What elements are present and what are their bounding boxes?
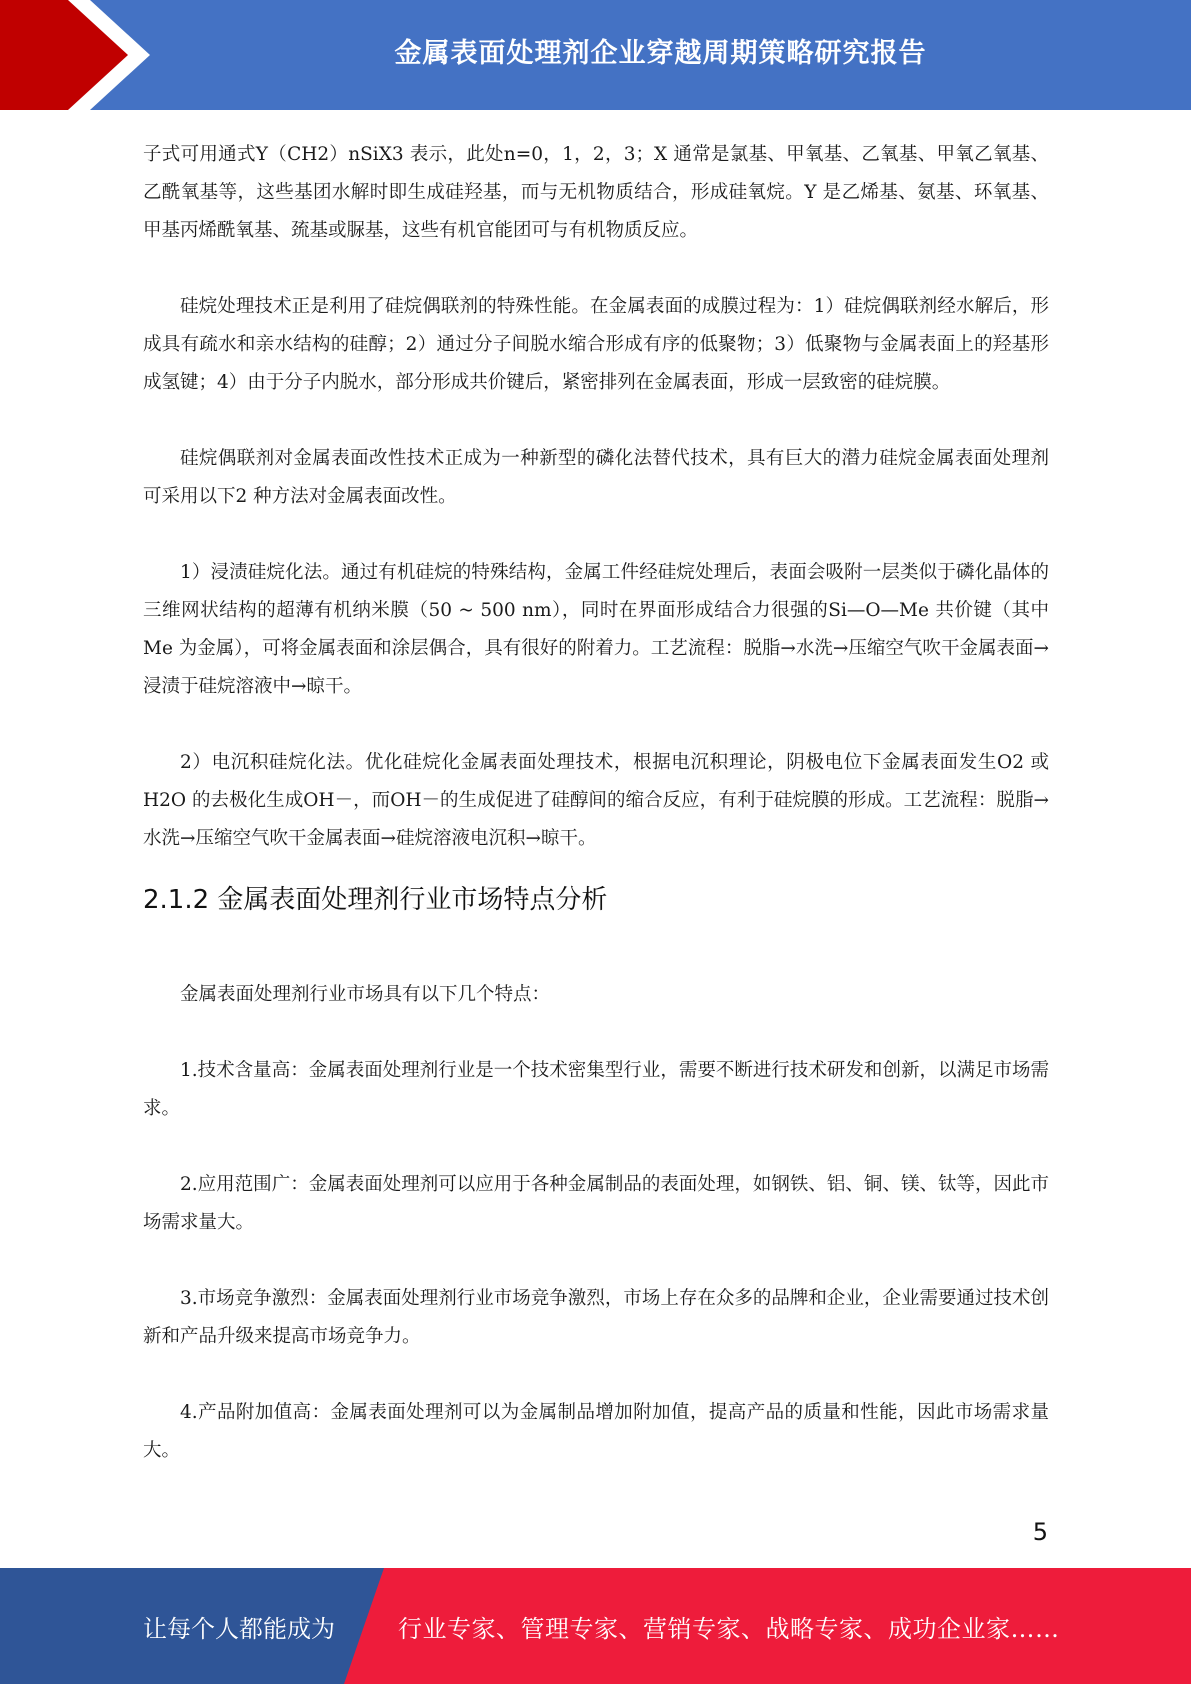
list-item: 3.市场竞争激烈：金属表面处理剂行业市场竞争激烈，市场上存在众多的品牌和企业，企业需要通过技术创新和产品升级来提高市场竞争力。	[143, 1288, 1049, 1347]
page-number: 5	[1032, 1518, 1048, 1546]
paragraph: 2）电沉积硅烷化法。优化硅烷化金属表面处理技术，根据电沉积理论，阴极电位下金属表面发生O2 或H2O 的去极化生成OH－，而OH－的生成促进了硅醇间的缩合反应，有利于硅烷膜的形成。工艺流程：脱脂→水洗→压缩空气吹干金属表面→硅烷溶液电沉积→晾干。	[143, 752, 1049, 849]
list-item: 1.技术含量高：金属表面处理剂行业是一个技术密集型行业，需要不断进行技术研发和创新，以满足市场需求。	[143, 1060, 1049, 1119]
paragraph: 硅烷偶联剂对金属表面改性技术正成为一种新型的磷化法替代技术，具有巨大的潜力硅烷金属表面处理剂可采用以下2 种方法对金属表面改性。	[143, 448, 1049, 507]
paragraph: 硅烷处理技术正是利用了硅烷偶联剂的特殊性能。在金属表面的成膜过程为：1）硅烷偶联剂经水解后，形成具有疏水和亲水结构的硅醇；2）通过分子间脱水缩合形成有序的低聚物；3）低聚物与金属表面上的羟基形成氢键；4）由于分子内脱水，部分形成共价键后，紧密排列在金属表面，形成一层致密的硅烷膜。	[143, 296, 1049, 393]
document-body	[143, 136, 1049, 1470]
paragraph: 金属表面处理剂行业市场具有以下几个特点：	[180, 984, 551, 1005]
list-item: 2.应用范围广：金属表面处理剂可以应用于各种金属制品的表面处理，如钢铁、铝、铜、镁、钛等，因此市场需求量大。	[143, 1174, 1049, 1233]
paragraph: 子式可用通式Y（CH2）nSiX3 表示，此处n=0，1，2，3；X 通常是氯基、甲氧基、乙氧基、甲氧乙氧基、乙酰氧基等，这些基团水解时即生成硅羟基，而与无机物质结合，形成硅氧烷。Y 是乙烯基、氨基、环氧基、甲基丙烯酰氧基、巯基或脲基，这些有机官能团可与有机物质反应。	[143, 144, 1049, 241]
paragraph: 1）浸渍硅烷化法。通过有机硅烷的特殊结构，金属工件经硅烷处理后，表面会吸附一层类似于磷化晶体的三维网状结构的超薄有机纳米膜（50 ~ 500 nm），同时在界面形成结合力很强的Si—O—Me 共价键（其中Me 为金属），可将金属表面和涂层偶合，具有很好的附着力。工艺流程：脱脂→水洗→压缩空气吹干金属表面→浸渍于硅烷溶液中→晾干。	[143, 562, 1049, 697]
list-item: 4.产品附加值高：金属表面处理剂可以为金属制品增加附加值，提高产品的质量和性能，因此市场需求量大。	[143, 1402, 1049, 1461]
footer-slogan-right: 行业专家、管理专家、营销专家、战略专家、成功企业家……	[398, 1614, 1060, 1643]
report-title: 金属表面处理剂企业穿越周期策略研究报告	[394, 37, 927, 69]
page-header	[0, 0, 1191, 110]
footer-slogan-left: 让每个人都能成为	[143, 1614, 335, 1643]
page-footer	[0, 1568, 1191, 1684]
section-heading: 2.1.2 金属表面处理剂行业市场特点分析	[143, 885, 608, 915]
